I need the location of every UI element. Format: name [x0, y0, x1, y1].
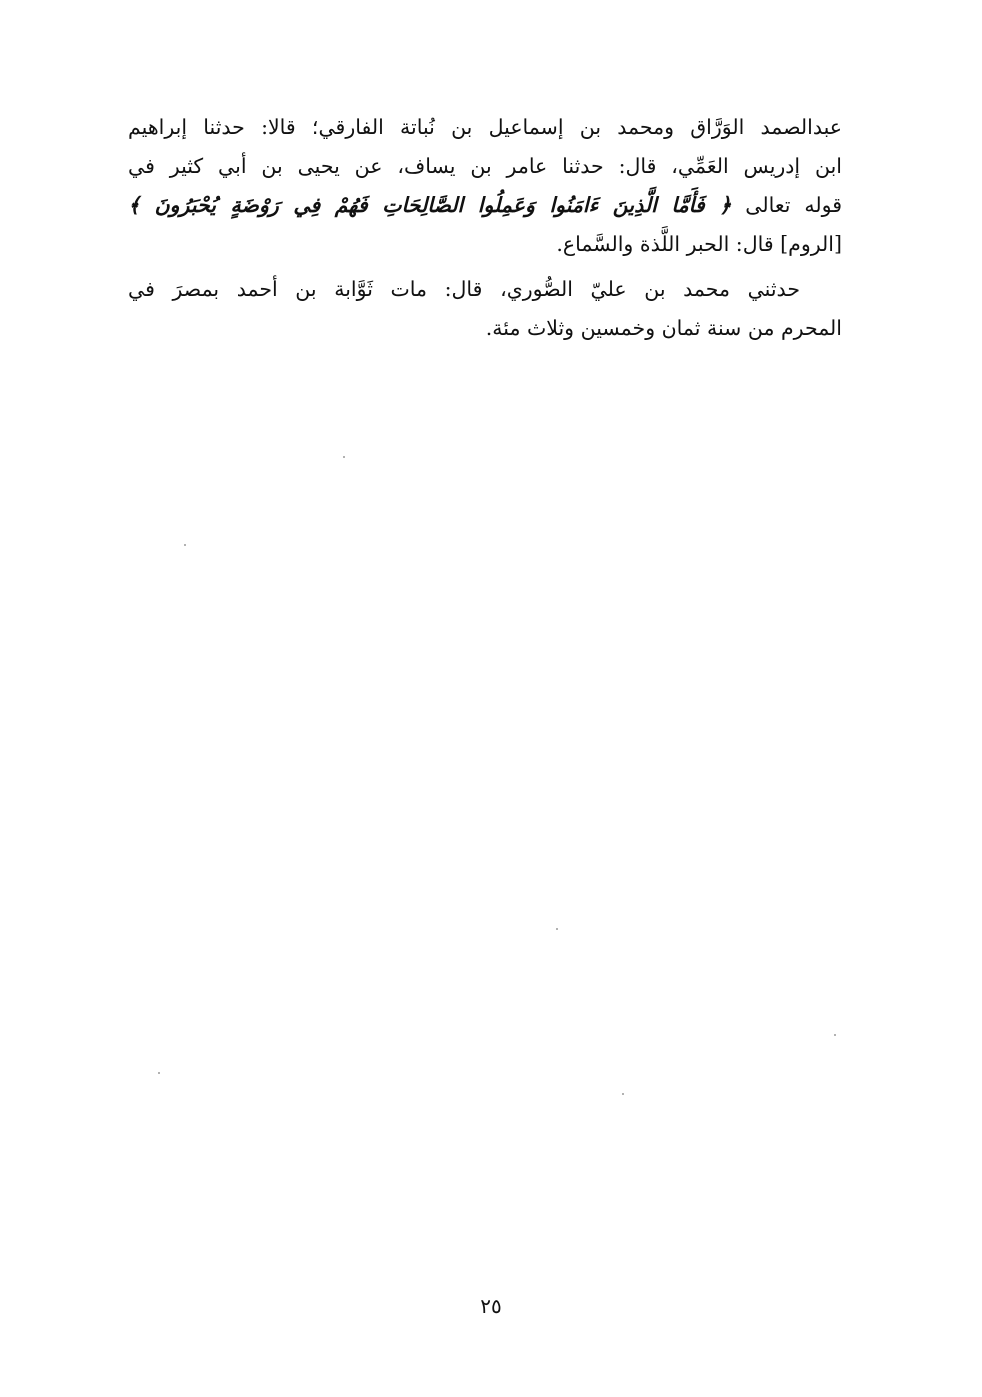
quran-verse: ﴿ فَأَمَّا الَّذِينَ ءَامَنُوا وَعَمِلُوا الصَّالِحَاتِ فَهُمْ فِي رَوْضَةٍ يُحْبَرُونَ ﴾	[128, 193, 732, 217]
document-body	[128, 108, 842, 348]
scan-speck	[184, 544, 186, 546]
text-line: [الروم] قال: الحبر اللَّذة والسَّماع.	[556, 232, 842, 256]
quran-line	[128, 186, 842, 225]
scan-speck	[622, 1093, 624, 1095]
scan-speck	[343, 456, 345, 458]
scan-speck	[834, 1034, 836, 1036]
page-number: ٢٥	[480, 1294, 502, 1318]
text-line: عبدالصمد الوَرَّاق ومحمد بن إسماعيل بن نُباتة الفارقي؛ قالا: حدثنا إبراهيم	[128, 115, 843, 139]
text-line: المحرم من سنة ثمان وخمسين وثلاث مئة.	[485, 316, 842, 340]
scan-speck	[556, 928, 558, 930]
text-line: حدثني محمد بن عليّ الصُّوري، قال: مات ثَوَّابة بن أحمد بمصرَ في	[128, 277, 800, 301]
paragraph-2	[128, 270, 842, 348]
text-line: ابن إدريس العَمِّي، قال: حدثنا عامر بن يساف، عن يحيى بن أبي كثير في	[128, 154, 842, 178]
paragraph-1	[128, 108, 842, 264]
quran-prefix: قوله تعالى	[745, 193, 842, 217]
scan-speck	[158, 1072, 160, 1074]
